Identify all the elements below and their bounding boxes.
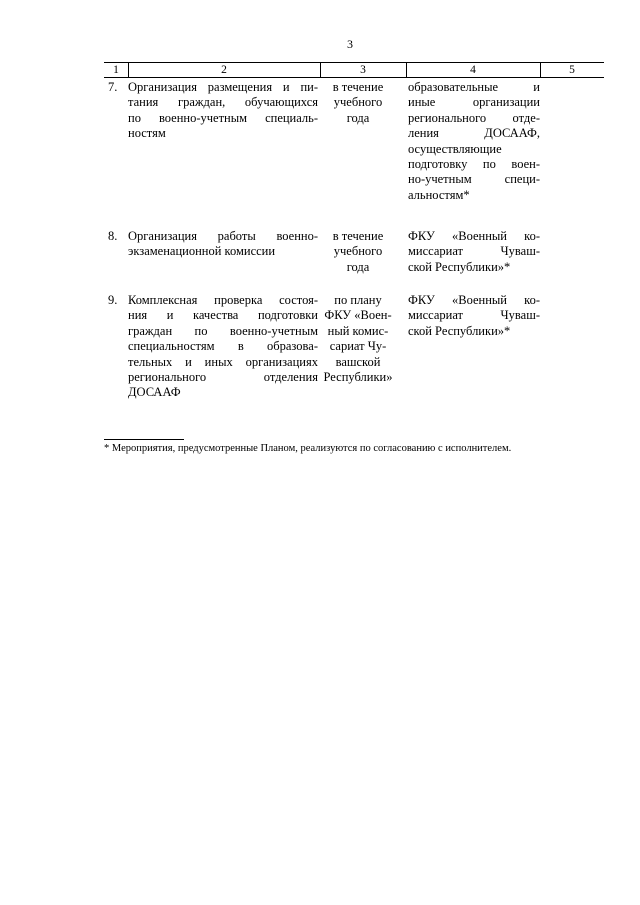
header-col-1: 1 — [113, 64, 119, 76]
event-line: Организация размещения и пи- — [128, 80, 318, 94]
term-cell — [320, 229, 396, 275]
executor-line: альностям* — [408, 187, 470, 202]
event-line: ния и качества подготовки — [128, 308, 318, 323]
event-line: тельных и иных организациях — [128, 354, 318, 369]
executor-line: ФКУ «Военный ко- — [408, 229, 540, 243]
header-col-5: 5 — [569, 64, 575, 76]
event-line: специальностям в образова- — [128, 339, 318, 354]
executor-line: регионального отде- — [408, 110, 540, 125]
term-line: Республики» — [323, 370, 393, 385]
executor-line: осуществляющие — [408, 141, 502, 156]
event-line: Организация работы военно- — [128, 229, 318, 243]
term-cell — [320, 293, 396, 385]
header-col-3: 3 — [360, 64, 366, 76]
event-cell — [128, 293, 318, 401]
table-header-row — [104, 62, 604, 78]
footnote: * Мероприятия, предусмотренные Планом, реализуются по согласованию с исполнителем. — [104, 443, 512, 454]
executor-line: ФКУ «Военный ко- — [408, 293, 540, 307]
event-line: Комплексная проверка состоя- — [128, 293, 318, 307]
event-line: регионального отделения — [128, 370, 318, 385]
term-cell — [320, 80, 396, 126]
executor-cell — [408, 229, 540, 275]
event-line: тания граждан, обучающихся — [128, 95, 318, 110]
event-cell — [128, 229, 318, 260]
term-line: по плану — [334, 293, 382, 307]
executor-line: подготовку по воен- — [408, 157, 540, 172]
event-line: по военно-учетным специаль- — [128, 110, 318, 125]
executor-line: образовательные и — [408, 80, 540, 94]
executor-line: миссариат Чуваш- — [408, 244, 540, 259]
executor-line: иные организации — [408, 95, 540, 110]
row-number: 8. — [108, 229, 118, 243]
term-line: года — [346, 110, 370, 125]
event-line: ностям — [128, 126, 166, 141]
header-col-4: 4 — [470, 64, 476, 76]
executor-cell — [408, 293, 540, 339]
event-cell — [128, 80, 318, 142]
term-line: сариат Чу- — [329, 339, 387, 354]
term-line: в течение — [332, 80, 384, 94]
term-line: ФКУ «Воен- — [324, 308, 392, 323]
page-number: 3 — [347, 37, 353, 51]
term-line: в течение — [332, 229, 384, 243]
term-line: учебного — [333, 244, 383, 259]
executor-line: ской Республики»* — [408, 259, 511, 274]
executor-line: но-учетным специ- — [408, 172, 540, 187]
term-line: вашской — [335, 354, 381, 369]
event-line: граждан по военно-учетным — [128, 323, 318, 338]
executor-line: ской Республики»* — [408, 323, 511, 338]
executor-cell — [408, 80, 540, 203]
term-line: ный комис- — [327, 323, 389, 338]
event-line: экзаменационной комиссии — [128, 244, 276, 259]
executor-line: миссариат Чуваш- — [408, 308, 540, 323]
executor-line: ления ДОСААФ, — [408, 126, 540, 141]
row-number: 9. — [108, 293, 118, 307]
event-line: ДОСААФ — [128, 385, 181, 400]
row-number: 7. — [108, 80, 118, 94]
term-line: учебного — [333, 95, 383, 110]
footnote-divider — [104, 439, 184, 440]
header-col-2: 2 — [221, 64, 227, 76]
term-line: года — [346, 259, 370, 274]
